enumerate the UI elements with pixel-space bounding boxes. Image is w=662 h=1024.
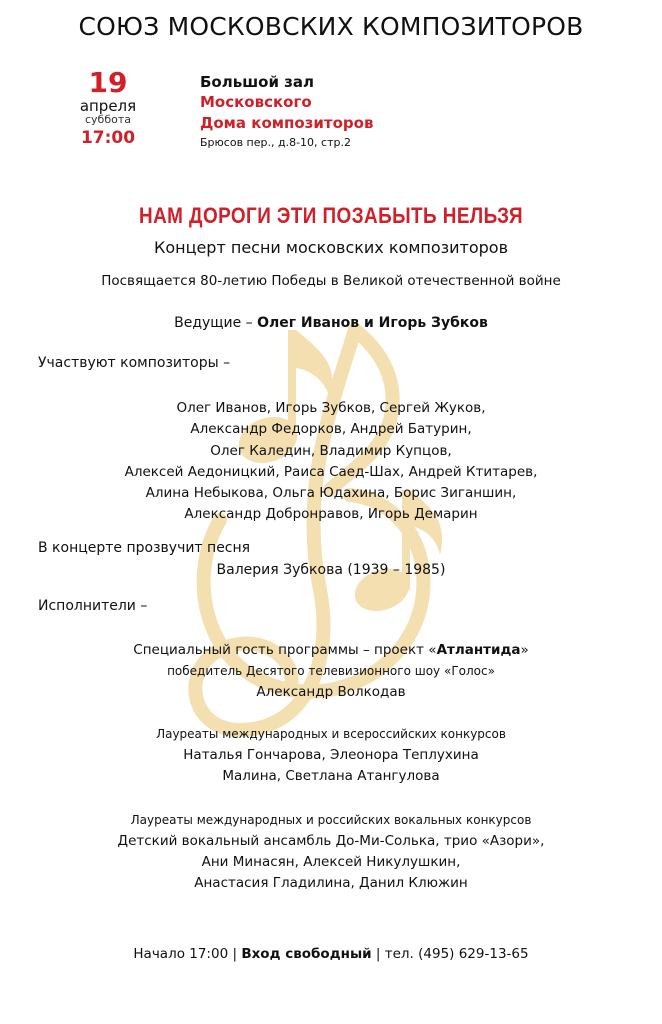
guest-prefix: Специальный гость программы – проект « (133, 642, 437, 658)
hosts-line (0, 315, 662, 331)
venue-block (200, 72, 373, 151)
hosts-label: Ведущие – (174, 315, 258, 331)
event-subtitle: Концерт песни московских композиторов (153, 238, 509, 257)
composers-list (0, 398, 662, 526)
group1-label: Лауреаты международных и всероссийских конкурсов (156, 727, 506, 741)
venue-name-line2: Дома композиторов (200, 114, 374, 132)
group1-line: Малина, Светлана Атангулова (222, 768, 440, 784)
composer-line: Александр Добронравов, Игорь Демарин (184, 506, 478, 523)
event-title: НАМ ДОРОГИ ЭТИ ПОЗАБЫТЬ НЕЛЬЗЯ (138, 203, 524, 228)
event-month: апреля (79, 97, 137, 115)
composers-label: Участвуют композиторы – (38, 355, 231, 371)
guest-suffix: » (520, 642, 529, 658)
event-day: 19 (88, 66, 128, 99)
event-weekday: суббота (84, 113, 131, 126)
date-block (62, 68, 154, 148)
venue-address: Брюсов пер., д.8-10, стр.2 (200, 136, 351, 149)
performers-label: Исполнители – (38, 598, 148, 614)
guest-project: Атлантида (436, 642, 521, 658)
guest-line (0, 640, 662, 661)
song-label: В концерте прозвучит песня (38, 540, 251, 556)
footer (0, 946, 662, 962)
group2-line: Анастасия Гладилина, Данил Клюжин (194, 875, 468, 891)
group1-line: Наталья Гончарова, Элеонора Теплухина (183, 747, 479, 763)
group2-line: Детский вокальный ансамбль До-Ми-Солька, трио «Азори», (117, 833, 545, 849)
footer-separator: | (228, 946, 242, 962)
guest-name: Александр Волкодав (256, 684, 406, 700)
guest-note: победитель Десятого телевизионного шоу «Голос» (167, 664, 495, 678)
footer-separator: | (371, 946, 385, 962)
song-author: Валерия Зубкова (1939 – 1985) (216, 562, 446, 578)
footer-start: Начало 17:00 (133, 946, 229, 962)
event-time: 17:00 (80, 128, 136, 148)
performers-list (0, 640, 662, 894)
venue-name-line1: Московского (200, 93, 312, 111)
footer-entry: Вход свободный (241, 946, 372, 962)
composer-line: Александр Федорков, Андрей Батурин, (190, 421, 472, 438)
event-dedication: Посвящается 80-летию Победы в Великой отечественной войне (101, 273, 561, 289)
hosts-names: Олег Иванов и Игорь Зубков (257, 315, 488, 331)
footer-phone: тел. (495) 629-13-65 (384, 946, 529, 962)
composer-line: Алина Небыкова, Ольга Юдахина, Борис Зиганшин, (145, 485, 517, 502)
composer-line: Олег Каледин, Владимир Купцов, (210, 442, 452, 459)
venue-hall: Большой зал (200, 73, 315, 91)
group2-label: Лауреаты международных и российских вокальных конкурсов (130, 813, 532, 827)
composer-line: Алексей Аедоницкий, Раиса Саед-Шах, Андрей Ктитарев, (124, 463, 538, 480)
organization-title: СОЮЗ МОСКОВСКИХ КОМПОЗИТОРОВ (78, 12, 584, 41)
composer-line: Олег Иванов, Игорь Зубков, Сергей Жуков, (176, 400, 486, 416)
group2-line: Ани Минасян, Алексей Никулушкин, (201, 854, 461, 870)
